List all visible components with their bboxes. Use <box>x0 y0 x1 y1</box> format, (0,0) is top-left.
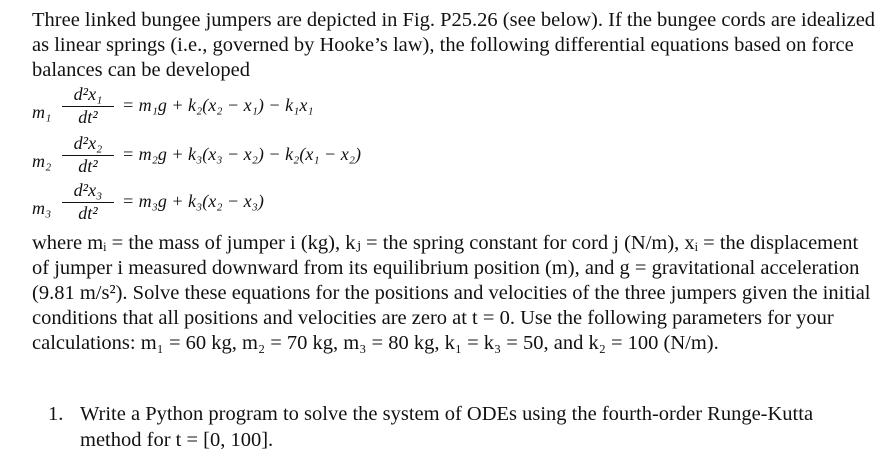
equation-denominator: dt² <box>78 203 98 223</box>
equation-coefficient: m₃ <box>32 198 52 218</box>
equation-numerator: d²x₁ <box>73 84 103 104</box>
list-item-text: Write a Python program to solve the system of ODEs using the fourth-order Runge-Kutta method for t = [0, 100]. <box>80 403 814 451</box>
equation-rhs: = m₂g + k₃(x₃ − x₂) − k₂(x₁ − x₂) <box>122 144 361 164</box>
intro-paragraph: Three linked bungee jumpers are depicted in Fig. P25.26 (see below). If the bungee cords are idealized as linear springs (i.e., governed by Hooke’s law), the following differential equations based on force balances can be developed <box>32 9 876 81</box>
equation-rhs: = m₁g + k₂(x₂ − x₁) − k₁x₁ <box>122 95 314 115</box>
equation-denominator: dt² <box>78 156 98 176</box>
equation-coefficient: m₁ <box>32 102 52 122</box>
equation-coefficient: m₂ <box>32 151 52 171</box>
where-paragraph: where mᵢ = the mass of jumper i (kg), kⱼ = the spring constant for cord j (N/m), xᵢ = the displacement of jumper i measured downward from its equilibrium position (m), and g = gravitational acceleration (9.81 m/s²). Solve these equations for the positions and velocities of the three jumpers given the initial conditions that all positions and velocities are zero at t = 0. Use the following parameters for your calculations: m₁ = 60 kg, m₂ = 70 kg, m₃ = 80 kg, k₁ = k₃ = 50, and k₂ = 100 (N/m). <box>32 232 871 354</box>
equation-numerator: d²x₂ <box>73 133 103 153</box>
equation-rhs: = m₃g + k₃(x₂ − x₃) <box>122 191 264 211</box>
list-item-number: 1. <box>48 403 64 425</box>
equation-numerator: d²x₃ <box>73 180 103 200</box>
equation-denominator: dt² <box>78 107 98 127</box>
